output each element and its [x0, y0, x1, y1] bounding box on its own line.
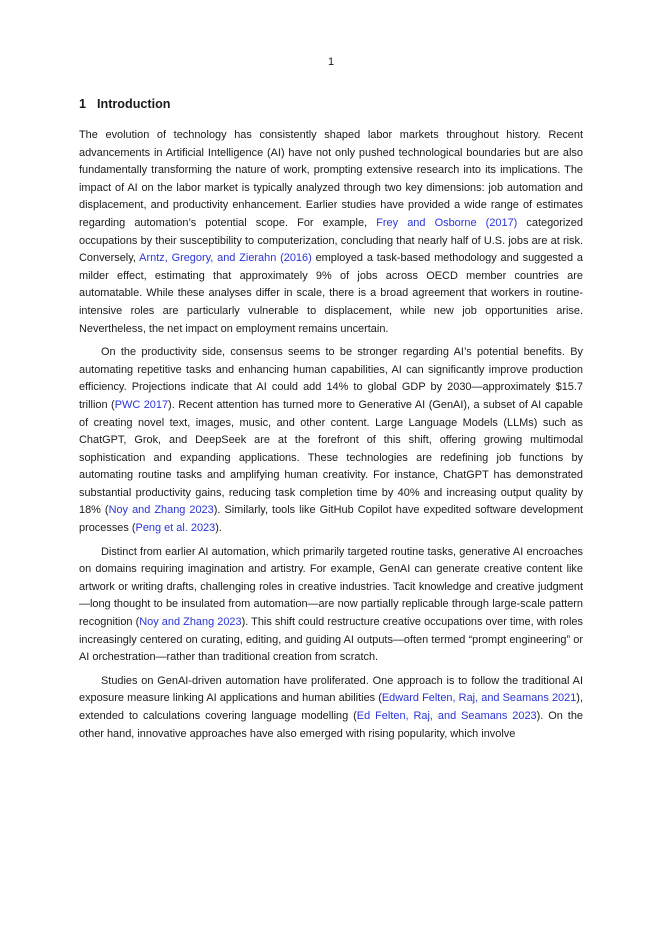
paragraph-text: On the productivity side, consensus seems to be stronger regarding AI’s potential benefits. By automating repetitive tasks and enhancing human capabilities, AI can significantly improve production efficiency. Projections indicate that AI could add 14% to global GDP by 2030—approximately $15.7 trillion ( [79, 346, 583, 411]
paragraph-text: ). Similarly, tools like GitHub Copilot have expedited software development processes ( [79, 504, 583, 535]
citation-link[interactable]: Noy and Zhang 2023 [108, 504, 214, 517]
paragraph-text: employed a task-based methodology and suggested a milder effect, estimating that approximately 9% of jobs across OECD member countries are automatable. While these analyses differ in scale, there is a broad agreement that workers in routine-intensive roles are particularly vulnerable to displacement, while new job opportunities arise. Nevertheless, the net impact on employment remains uncertain. [79, 252, 583, 335]
citation-link[interactable]: Arntz, Gregory, and Zierahn (2016) [139, 252, 312, 265]
paragraph-text: ). This shift could restructure creative occupations over time, with roles increasingly centered on curating, editing, and guiding AI outputs—often termed “prompt engineering” or AI orchestration—rather than traditional creation from scratch. [79, 616, 583, 664]
paragraph [79, 344, 583, 538]
section-title: Introduction [97, 97, 171, 111]
section-number: 1 [79, 97, 87, 111]
paragraph [79, 673, 583, 743]
citation-link[interactable]: Noy and Zhang 2023 [139, 616, 242, 629]
citation-link[interactable]: Edward Felten, Raj, and Seamans 2021 [381, 692, 577, 705]
paragraph [79, 127, 583, 338]
section-heading [79, 97, 170, 111]
paragraph-text: ). Recent attention has turned more to Generative AI (GenAI), a subset of AI capable of creating novel text, images, music, and other content. Large Language Models (LLMs) such as ChatGPT, Grok, and DeepSeek are at the forefront of this shift, offering growing multimodal sophistication and expanding applications. These technologies are redefining job functions by automating routine tasks and amplifying human creativity. For instance, ChatGPT has demonstrated substantial productivity gains, reducing task completion time by 40% and increasing output quality by 18% ( [79, 398, 583, 517]
page-number: 1 [327, 56, 335, 68]
paragraph-text: ), extended to calculations covering language modelling ( [79, 692, 583, 722]
paragraph [79, 544, 583, 667]
citation-link[interactable]: PWC 2017 [114, 398, 169, 411]
citation-link[interactable]: Ed Felten, Raj, and Seamans 2023 [356, 710, 537, 722]
paragraph-text: categorized occupations by their susceptibility to computerization, concluding that nearly half of U.S. jobs are at risk. Conversely, [79, 216, 583, 265]
paragraph-text: Distinct from earlier AI automation, which primarily targeted routine tasks, generative AI encroaches on domains requiring imagination and artistry. For example, GenAI can generate creative content like artwork or writing drafts, challenging roles in creative industries. Tacit knowledge and creative judgment—long thought to be insulated from automation—are now partially replicable through large-scale pattern recognition ( [79, 545, 583, 629]
paragraph-text: Studies on GenAI-driven automation have proliferated. One approach is to follow the traditional AI exposure measure linking AI applications and human abilities ( [79, 674, 583, 705]
citation-link[interactable]: Peng et al. 2023 [135, 522, 216, 535]
body-text [79, 127, 583, 749]
citation-link[interactable]: Frey and Osborne (2017) [376, 216, 518, 229]
paragraph-text: ). [215, 522, 222, 535]
paragraph-text: The evolution of technology has consistently shaped labor markets throughout history. Recent advancements in Artificial Intelligence (AI) have not only pushed technological boundaries but are also fundamentally transforming the nature of work, prompting extensive research into its implications. The impact of AI on the labor market is typically analyzed through two key dimensions: job automation and displacement, and productivity enhancement. Earlier studies have provided a wide range of estimates regarding automation’s potential scope. For example, [79, 129, 583, 229]
paragraph-text: ). On the other hand, innovative approaches have also emerged with rising popularity, which involve [79, 710, 583, 740]
